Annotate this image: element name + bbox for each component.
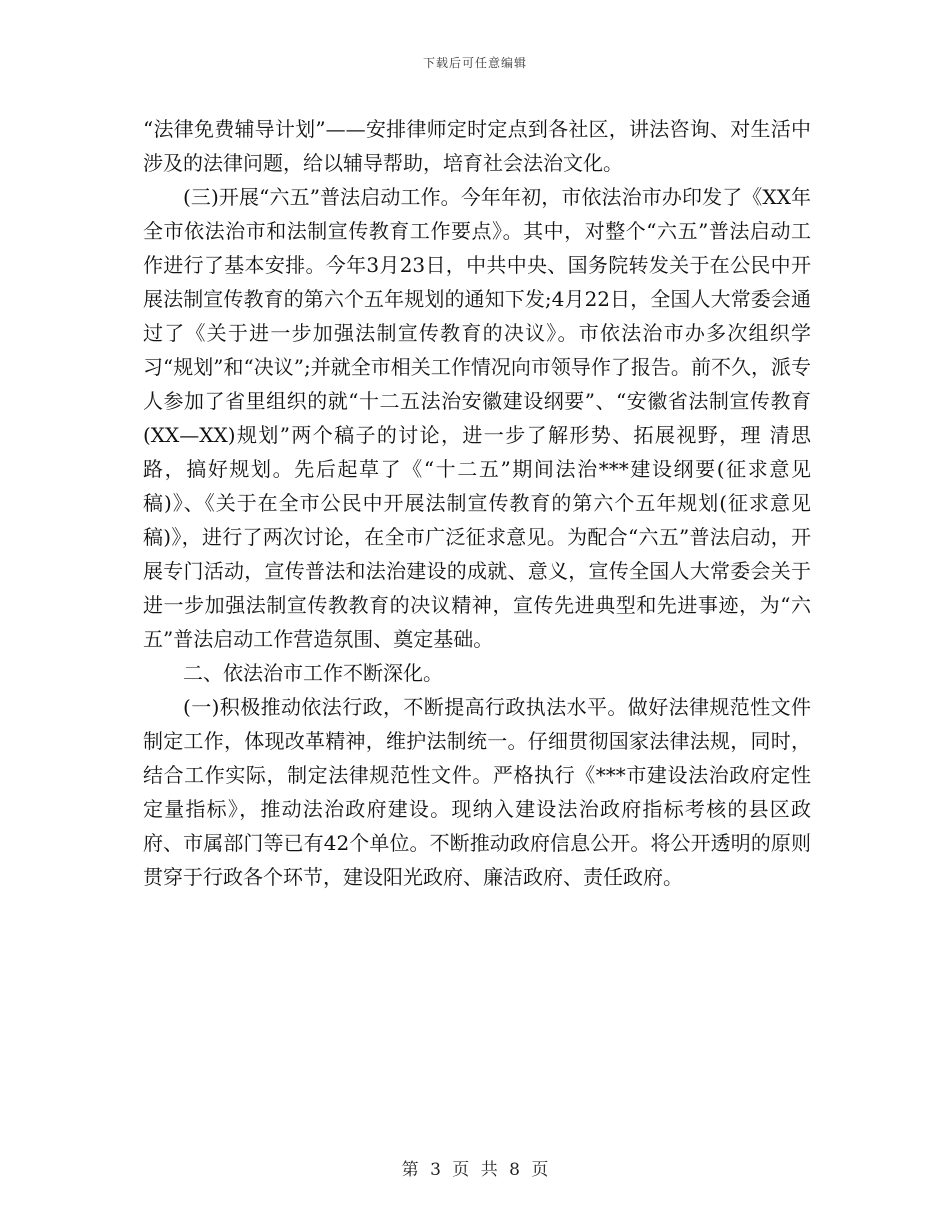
document-body — [143, 112, 811, 894]
page-header: 下载后可任意编辑 — [422, 56, 527, 70]
paragraph-subsection-1: (一)积极推动依法行政，不断提高行政执法水平。做好法律规范性文件制定工作，体现改革精神，维护法制统一。仔细贯彻国家法律法规，同时，结合工作实际，制定法律规范性文件。严格执行《***市建设法治政府定性定量指标》，推动法治政府建设。现纳入建设法治政府指标考核的县区政府、市属部门等已有42个单位。不断推动政府信息公开。将公开透明的原则贯穿于行政各个环节，建设阳光政府、廉洁政府、责任政府。 — [143, 695, 811, 889]
paragraph-section-3: (三)开展“六五”普法启动工作。今年年初，市依法治市办印发了《XX年全市依法治市和法制宣传教育工作要点》。其中，对整个“六五”普法启动工作进行了基本安排。今年3月23日，中共中央、国务院转发关于在公民中开展法制宣传教育的第六个五年规划的通知下发;4月22日，全国人大常委会通过了《关于进一步加强法制宣传教育的决议》。市依法治市办多次组织学习“规划”和“决议”;并就全市相关工作情况向市领导作了报告。前不久，派专人参加了省里组织的就“十二五法治安徽建设纲要”、“安徽省法制宣传教育(XX—XX)规划”两个稿子的讨论，进一步了解形势、拓展视野，理 清思路，搞好规划。先后起草了《“十二五”期间法治***建设纲要(征求意见稿)》、《关于在全市公民中开展法制宣传教育的第六个五年规划(征求意见稿)》，进行了两次讨论，在全市广泛征求意见。为配合“六五”普法启动，开展专门活动，宣传普法和法治建设的成就、意义，宣传全国人大常委会关于进一步加强法制宣传教教育的决议精神，宣传先进典型和先进事迹，为“六五”普法启动工作营造氛围、奠定基础。 — [143, 185, 811, 651]
section-heading-2: 二、依法治市工作不断深化。 — [183, 661, 443, 685]
paragraph-continuation: “法律免费辅导计划”——安排律师定时定点到各社区，讲法咨询、对生活中涉及的法律问题，给以辅导帮助，培育社会法治文化。 — [143, 117, 811, 175]
page-number-footer: 第 3 页 共 8 页 — [401, 1160, 549, 1180]
